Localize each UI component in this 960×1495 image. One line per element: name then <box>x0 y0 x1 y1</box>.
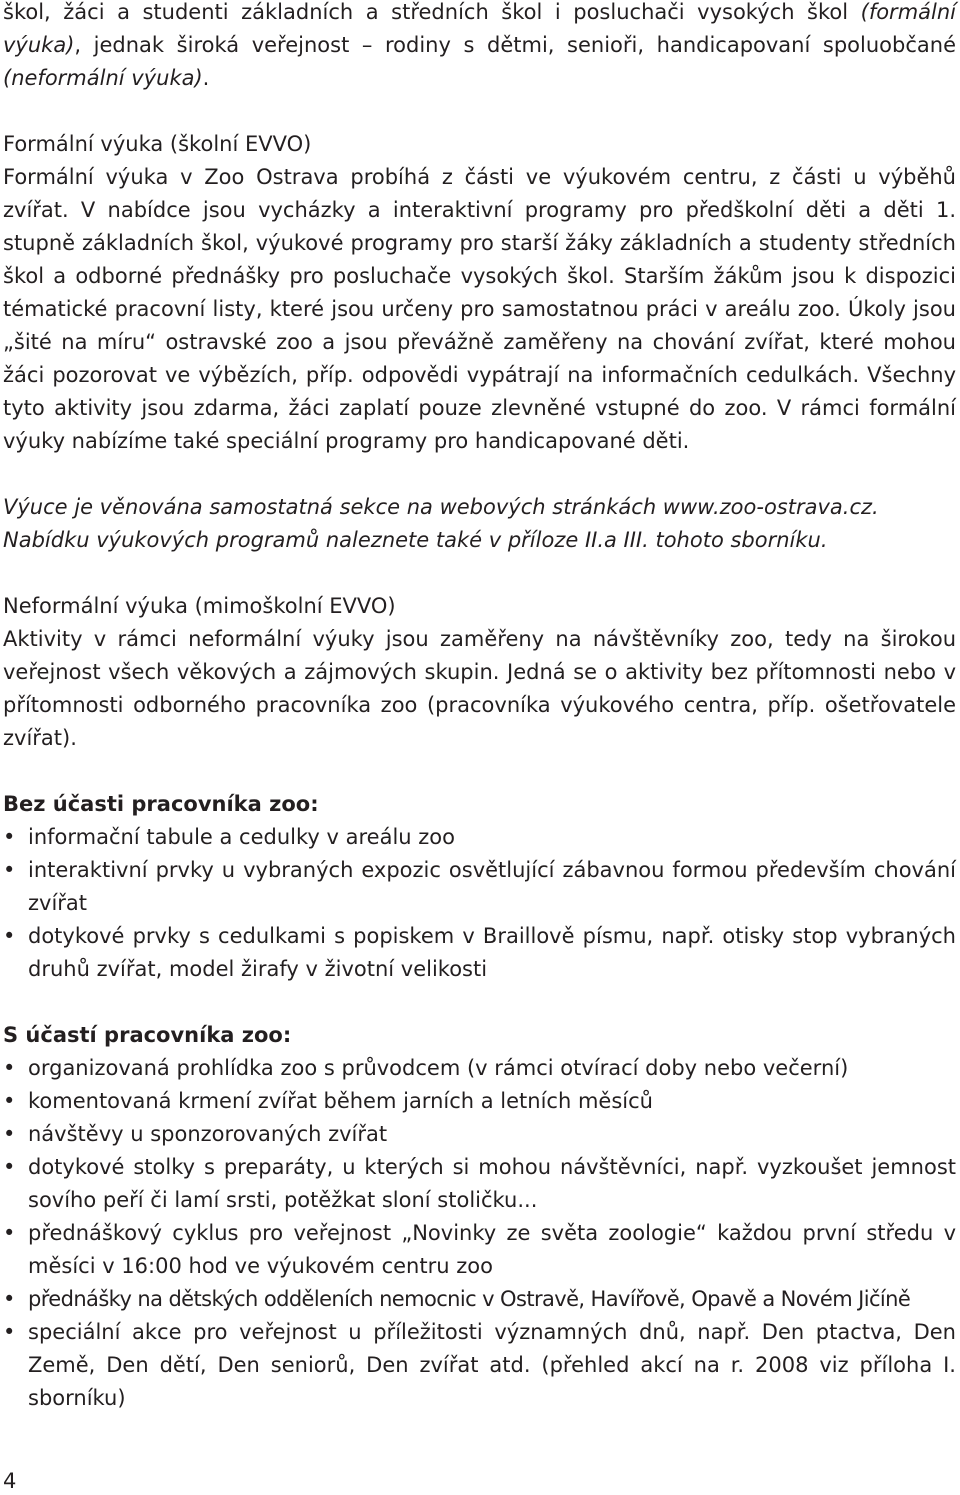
web-note <box>3 491 956 557</box>
without-staff-list <box>3 821 956 986</box>
intro-text: . <box>202 66 210 90</box>
without-staff-heading: Bez účasti pracovníka zoo: <box>3 792 319 816</box>
list-item: • speciální akce pro veřejnost u příležitosti významných dnů, např. Den ptactva, Den Země, Den dětí, Den seniorů, Den zvířat atd. (přehled akcí na r. 2008 viz příloha I. sborníku) <box>3 1316 956 1415</box>
formal-heading: Formální výuka (školní EVVO) <box>3 132 312 156</box>
intro-text: , jednak široká veřejnost – rodiny s dětmi, senioři, handicapovaní spoluobčané <box>74 33 956 57</box>
list-item: • organizovaná prohlídka zoo s průvodcem (v rámci otvírací doby nebo večerní) <box>3 1052 956 1085</box>
page-number: 4 <box>3 1469 17 1493</box>
list-item: • přednáškový cyklus pro veřejnost „Novinky ze světa zoologie“ každou první středu v měsíci v 16:00 hod ve výukovém centru zoo <box>3 1217 956 1283</box>
list-item: • informační tabule a cedulky v areálu zoo <box>3 821 956 854</box>
formal-section <box>3 128 956 458</box>
list-item: • návštěvy u sponzorovaných zvířat <box>3 1118 956 1151</box>
without-staff-section <box>3 788 956 986</box>
formal-body: Formální výuka v Zoo Ostrava probíhá z části ve výukovém centru, z části u výběhů zvířat. V nabídce jsou vycházky a interaktivní programy pro předškolní děti a děti 1. stupně základních škol, výukové programy pro starší žáky základních a studenty středních škol a odborné přednášky pro posluchače vysokých škol. Starším žákům jsou k dispozici tématické pracovní listy, které jsou určeny pro samostatnou práci v areálu zoo. Úkoly jsou „šité na míru“ ostravské zoo a jsou převážně zaměřeny na chování zvířat, které mohou žáci pozorovat ve výbězích, příp. odpovědi vypátrají na informačních cedulkách. Všechny tyto aktivity jsou zdarma, žáci zaplatí pouze zlevněné vstupné do zoo. V rámci formální výuky nabízíme také speciální programy pro handicapované děti. <box>3 165 956 453</box>
list-item: • interaktivní prvky u vybraných expozic osvětlující zábavnou formou především chování zvířat <box>3 854 956 920</box>
with-staff-list <box>3 1052 956 1415</box>
list-item: • dotykové stolky s preparáty, u kterých si mohou návštěvníci, např. vyzkoušet jemnost sovího peří či lamí srsti, potěžkat sloní stoličku... <box>3 1151 956 1217</box>
intro-paragraph <box>3 0 956 95</box>
intro-formal-note: (formální výuka) <box>3 0 956 57</box>
intro-text: škol, žáci a studenti základních a středních škol i posluchači vysokých škol <box>3 0 861 24</box>
informal-section <box>3 590 956 755</box>
list-item: • komentovaná krmení zvířat během jarních a letních měsíců <box>3 1085 956 1118</box>
web-note-line: Nabídku výukových programů naleznete také v příloze II.a III. tohoto sborníku. <box>3 528 828 552</box>
list-item: • přednášky na dětských odděleních nemocnic v Ostravě, Havířově, Opavě a Novém Jičíně <box>3 1283 956 1316</box>
intro-informal-note: (neformální výuka) <box>3 66 203 90</box>
list-item: • dotykové prvky s cedulkami s popiskem v Braillově písmu, např. otisky stop vybraných druhů zvířat, model žirafy v životní velikosti <box>3 920 956 986</box>
document-page <box>3 0 956 1415</box>
informal-body: Aktivity v rámci neformální výuky jsou zaměřeny na návštěvníky zoo, tedy na širokou veřejnost všech věkových a zájmových skupin. Jedná se o aktivity bez přítomnosti nebo v přítomnosti odborného pracovníka zoo (pracovníka výukového centra, příp. ošetřovatele zvířat). <box>3 627 956 750</box>
web-note-line: Výuce je věnována samostatná sekce na webových stránkách www.zoo-ostrava.cz. <box>3 495 879 519</box>
with-staff-section <box>3 1019 956 1415</box>
with-staff-heading: S účastí pracovníka zoo: <box>3 1023 292 1047</box>
informal-heading: Neformální výuka (mimoškolní EVVO) <box>3 594 396 618</box>
